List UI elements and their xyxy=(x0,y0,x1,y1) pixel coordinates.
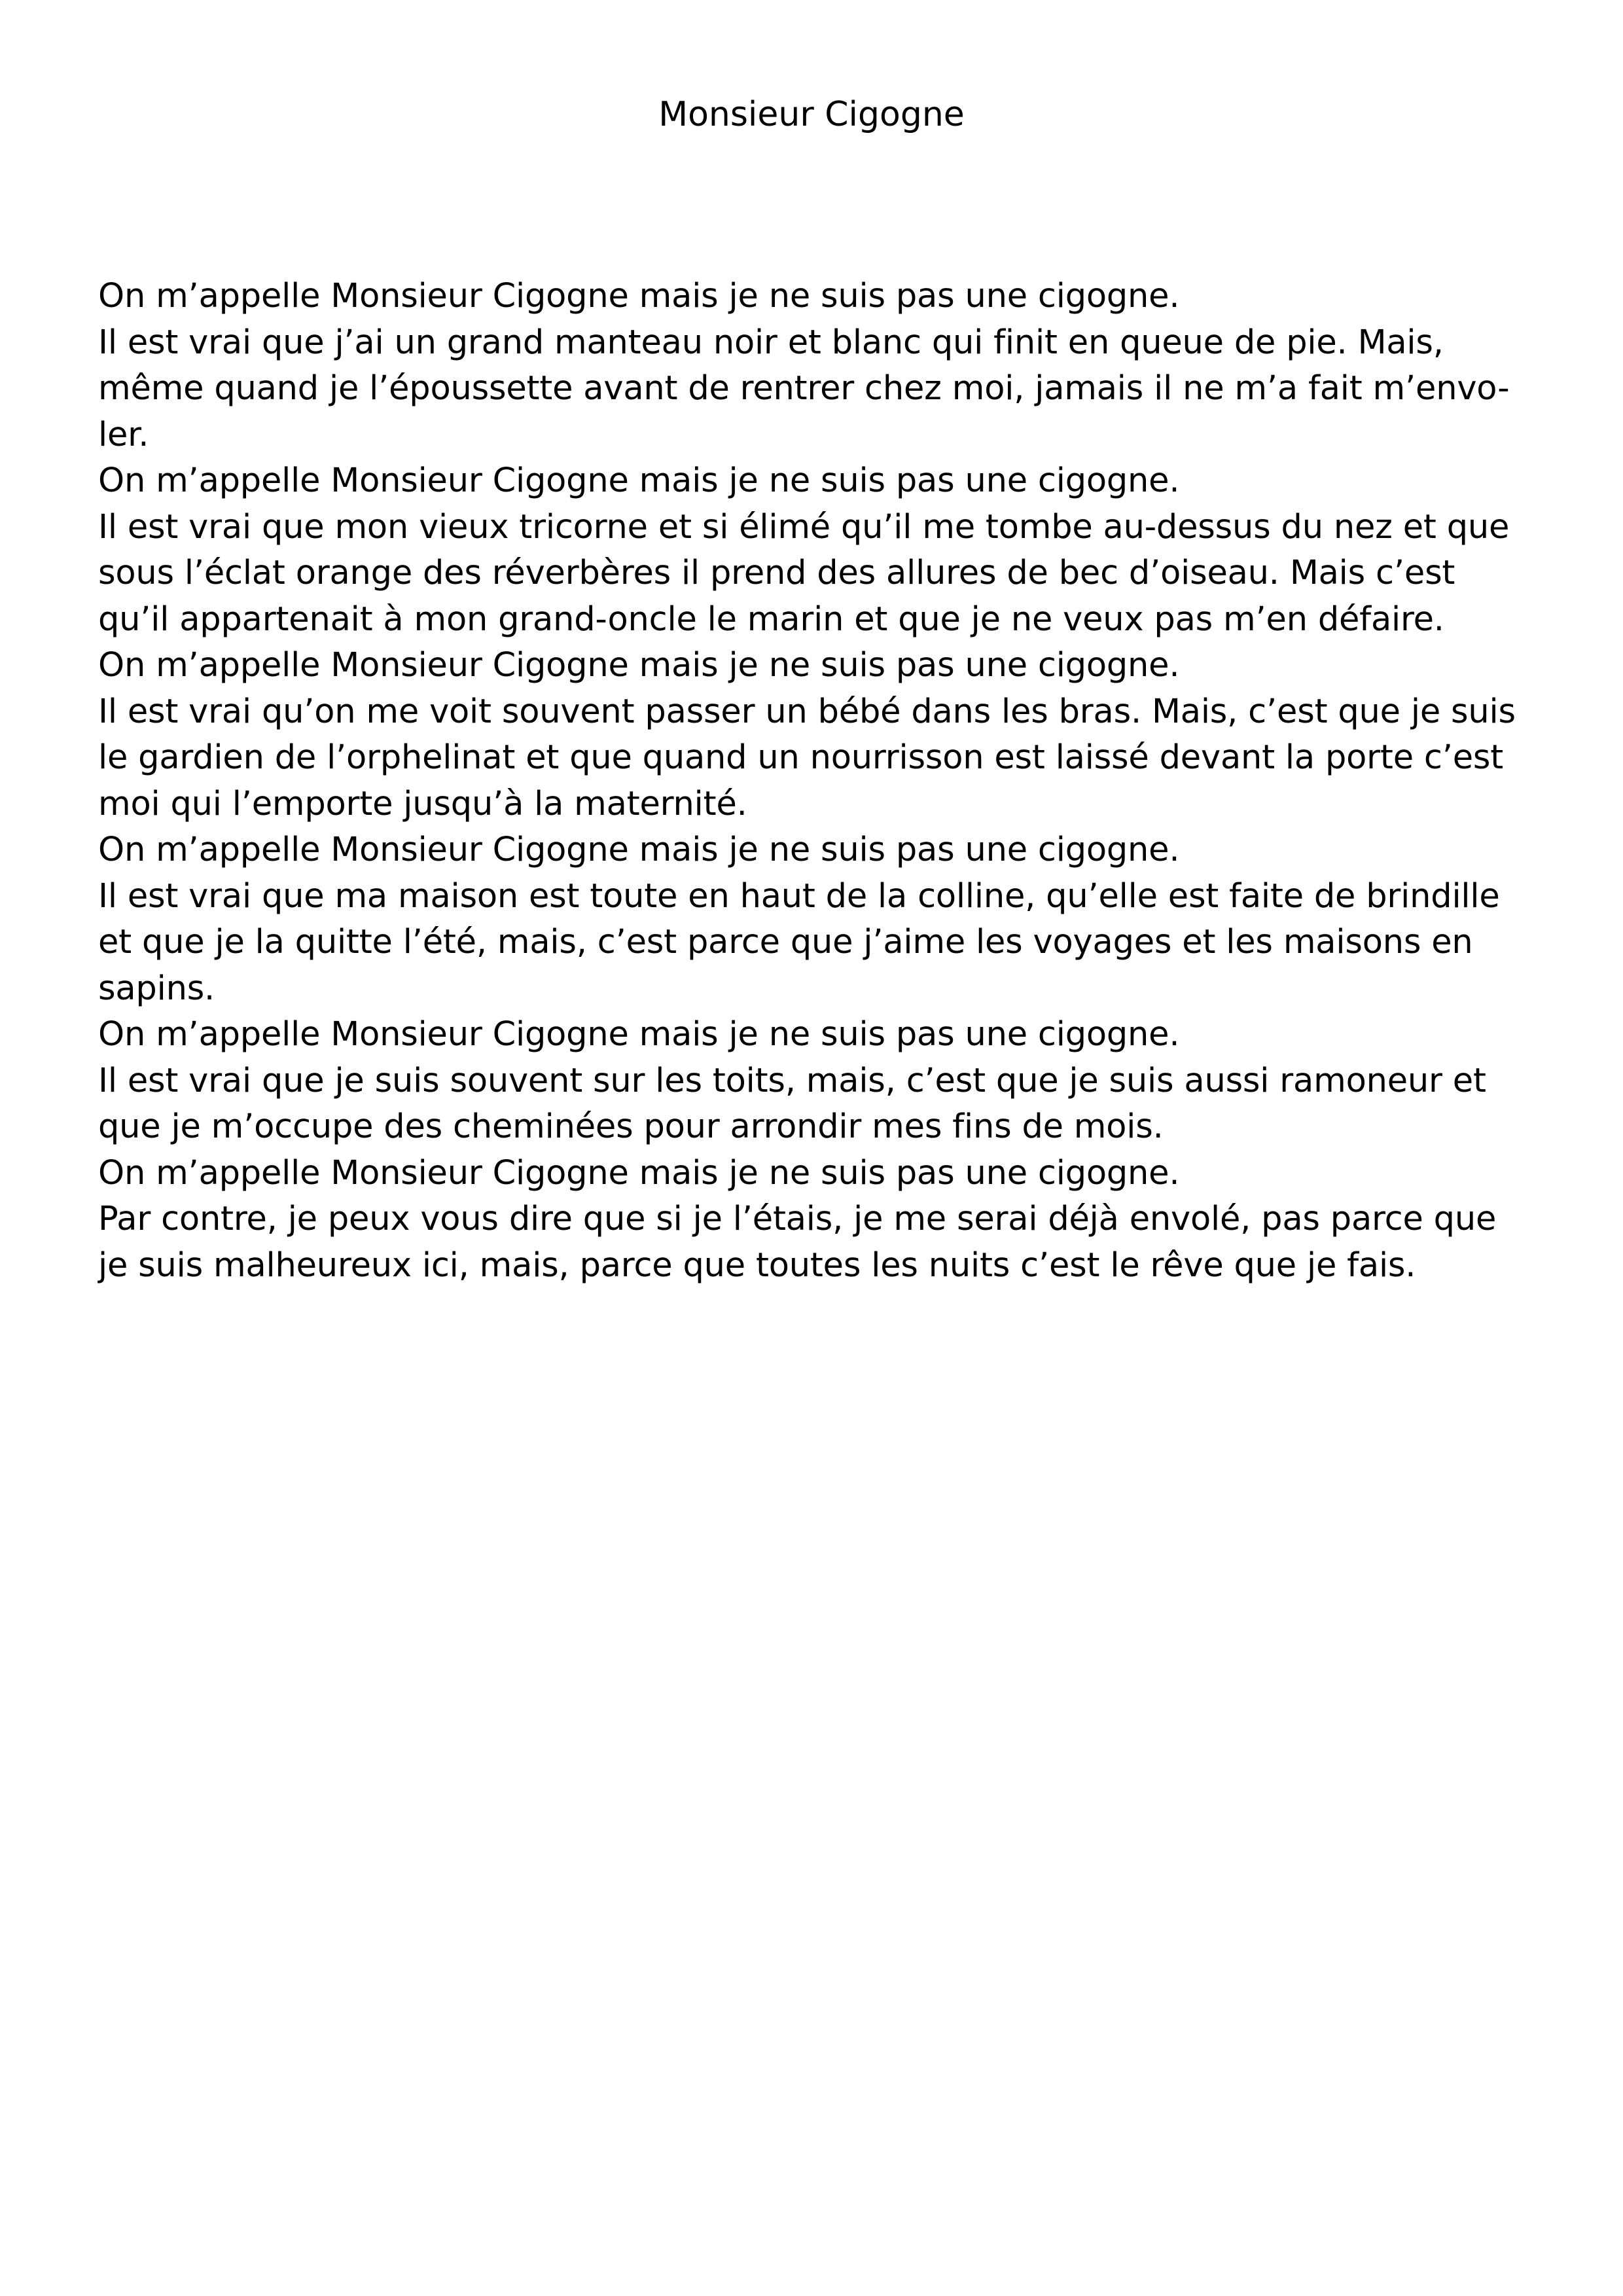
text-line: Il est vrai qu’on me voit souvent passer un bébé dans les bras. Mais, c’est que je suis xyxy=(98,692,1516,731)
text-line: On m’appelle Monsieur Cigogne mais je ne suis pas une cigogne. xyxy=(98,277,1180,315)
text-line: sapins. xyxy=(98,969,215,1008)
text-line: On m’appelle Monsieur Cigogne mais je ne suis pas une cigogne. xyxy=(98,461,1180,500)
text-line: Il est vrai que je suis souvent sur les toits, mais, c’est que je suis aussi ramoneur et xyxy=(98,1061,1486,1100)
text-line: ler. xyxy=(98,415,149,454)
text-line: Il est vrai que mon vieux tricorne et si élimé qu’il me tombe au-dessus du nez et que xyxy=(98,507,1510,547)
text-line: sous l’éclat orange des réverbères il prend des allures de bec d’oiseau. Mais c’est xyxy=(98,554,1455,592)
text-line: qu’il appartenait à mon grand-oncle le marin et que je ne veux pas m’en défaire. xyxy=(98,600,1444,639)
document-title: Monsieur Cigogne xyxy=(658,95,965,134)
text-line: et que je la quitte l’été, mais, c’est parce que j’aime les voyages et les maisons en xyxy=(98,923,1473,961)
text-line: Il est vrai que ma maison est toute en haut de la colline, qu’elle est faite de brindille xyxy=(98,876,1500,916)
text-line: moi qui l’emporte jusqu’à la maternité. xyxy=(98,784,747,823)
text-line: Il est vrai que j’ai un grand manteau noir et blanc qui finit en queue de pie. Mais, xyxy=(98,323,1444,362)
text-line: On m’appelle Monsieur Cigogne mais je ne suis pas une cigogne. xyxy=(98,1153,1180,1193)
text-line: On m’appelle Monsieur Cigogne mais je ne suis pas une cigogne. xyxy=(98,831,1180,869)
text-line: On m’appelle Monsieur Cigogne mais je ne suis pas une cigogne. xyxy=(98,1015,1180,1054)
document-body xyxy=(98,274,1538,1289)
text-line: le gardien de l’orphelinat et que quand un nourrisson est laissé devant la porte c’est xyxy=(98,738,1504,777)
text-line: Par contre, je peux vous dire que si je l’étais, je me serai déjà envolé, pas parce que xyxy=(98,1200,1497,1238)
text-line: que je m’occupe des cheminées pour arrondir mes fins de mois. xyxy=(98,1107,1164,1146)
text-line: je suis malheureux ici, mais, parce que toutes les nuits c’est le rêve que je fais. xyxy=(98,1246,1416,1285)
text-line: On m’appelle Monsieur Cigogne mais je ne suis pas une cigogne. xyxy=(98,646,1180,685)
text-line: même quand je l’époussette avant de rentrer chez moi, jamais il ne m’a fait m’envo- xyxy=(98,369,1510,408)
